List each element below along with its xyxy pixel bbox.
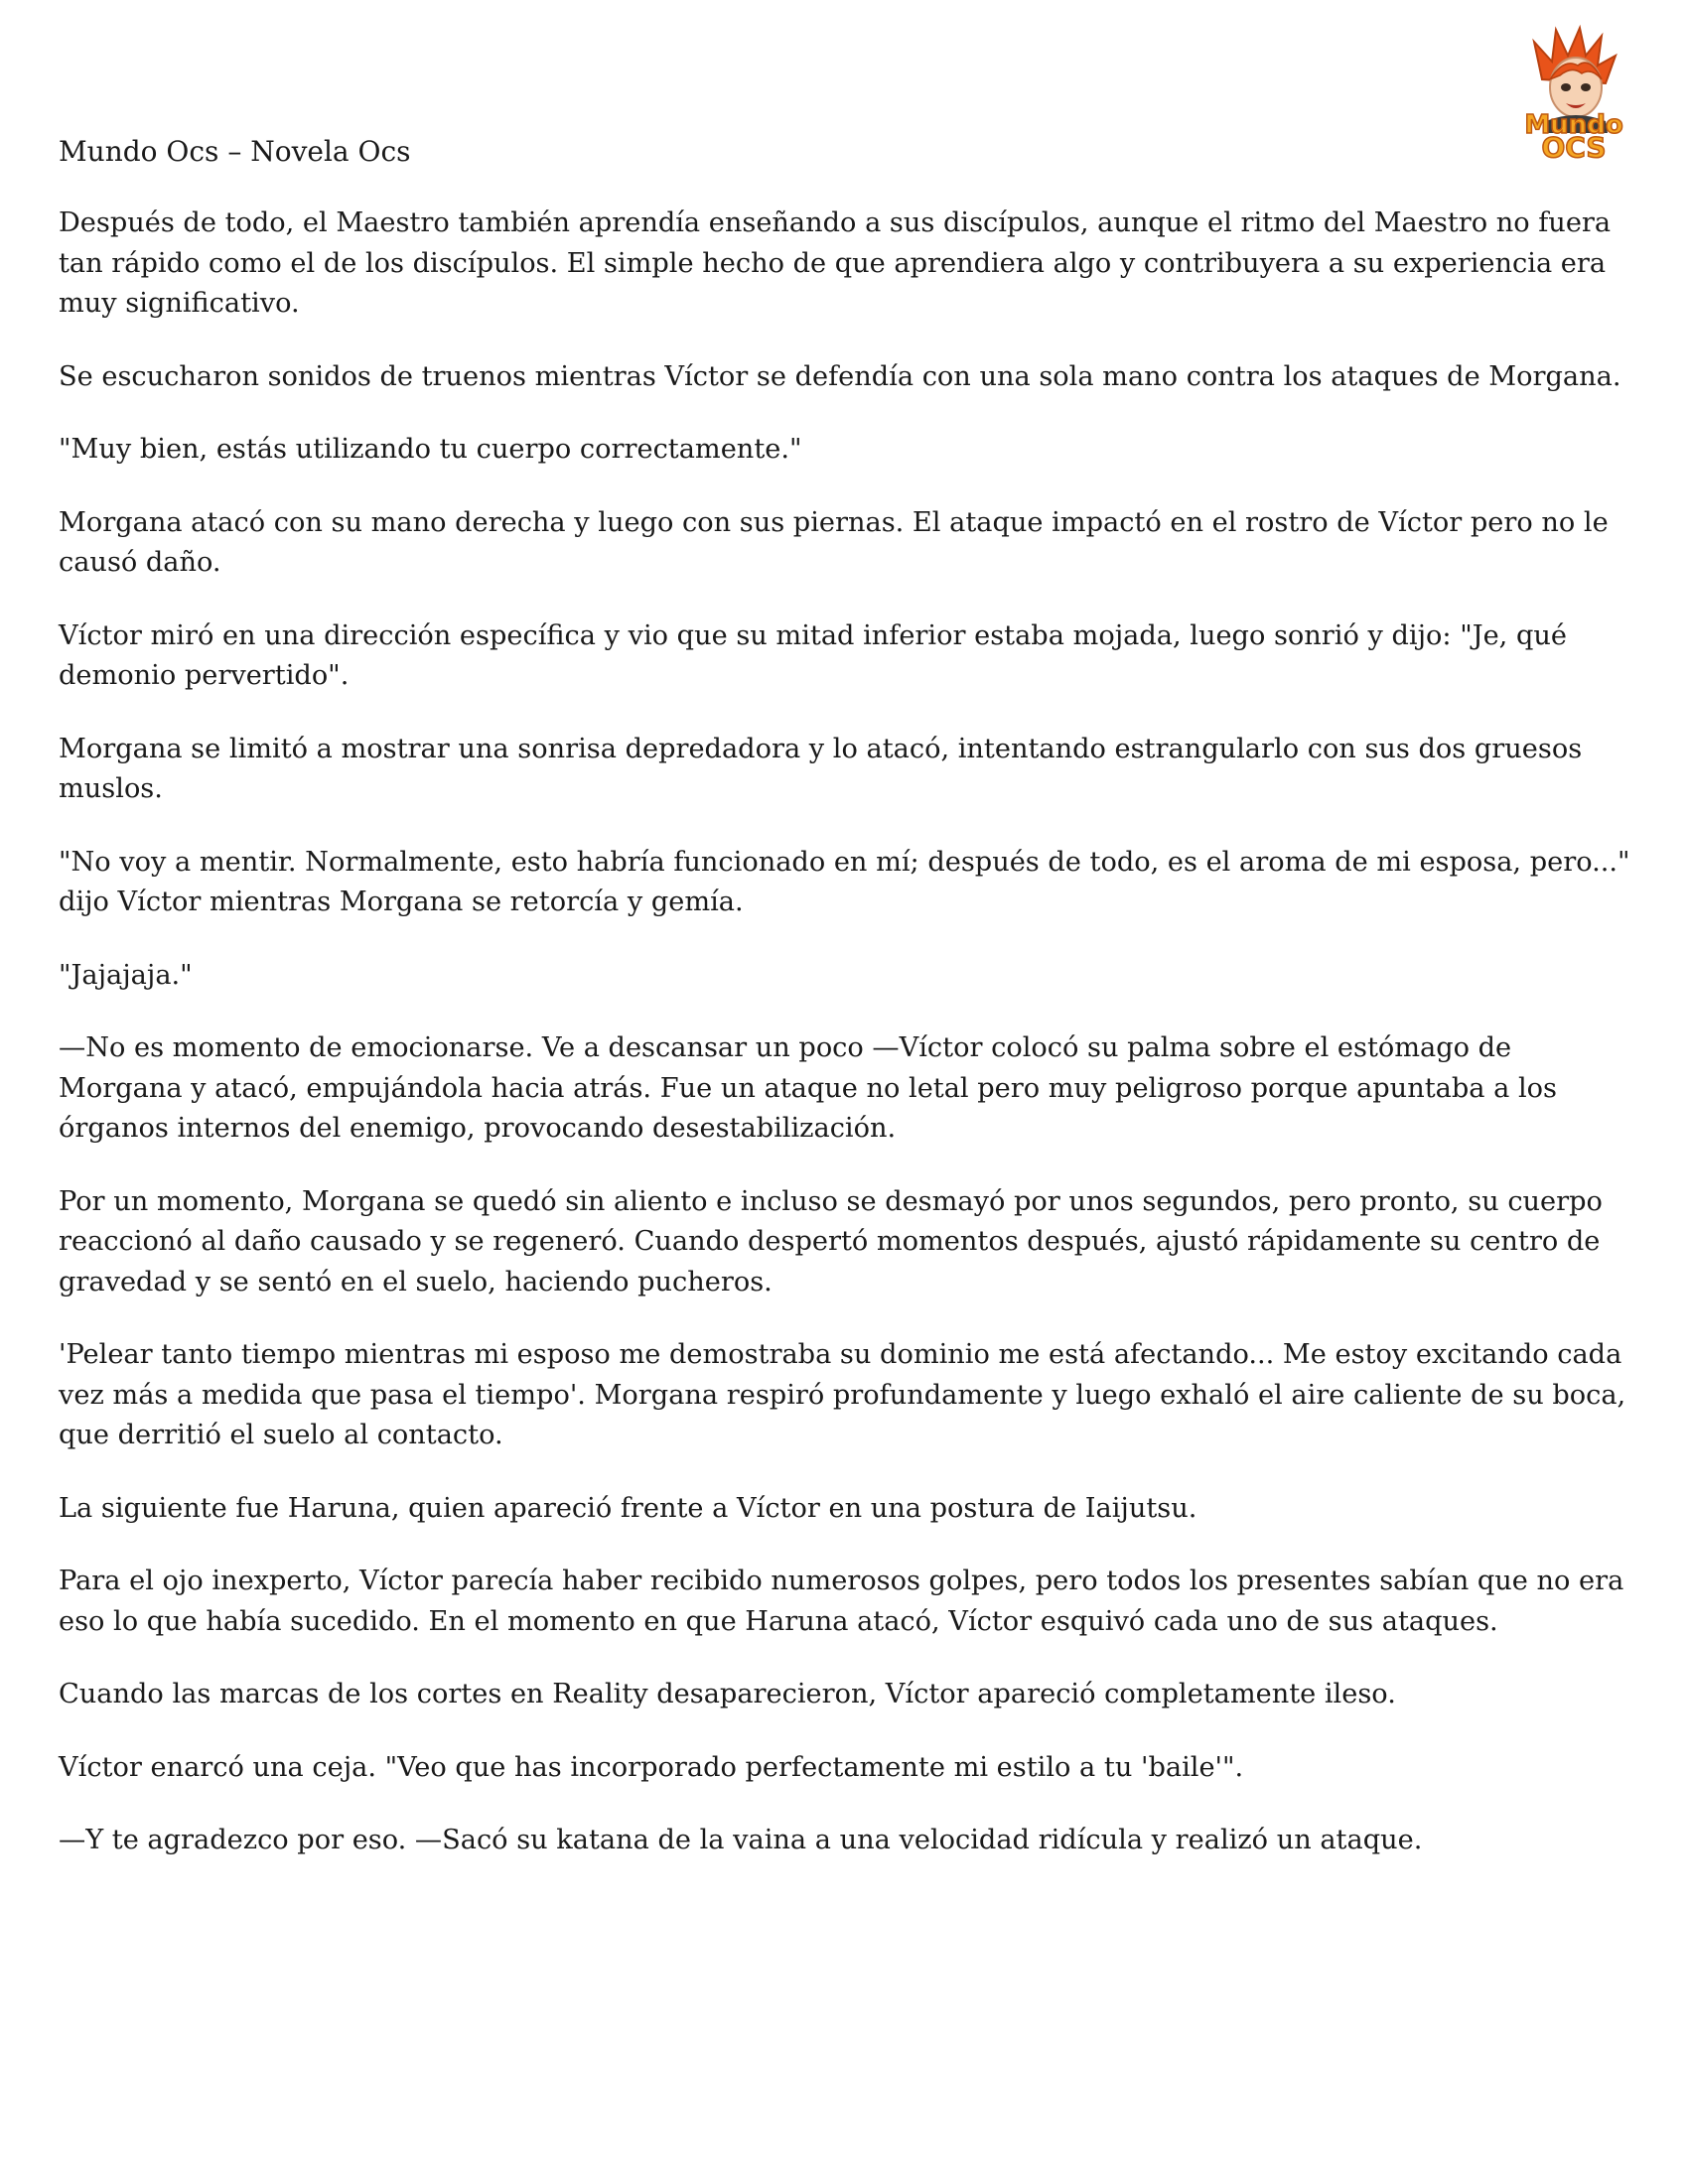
paragraph: "Jajajaja." (59, 959, 193, 991)
paragraph: Para el ojo inexperto, Víctor parecía haber recibido numerosos golpes, pero todos los presentes sabían que no era eso lo que había sucedido. En el momento en que Haruna atacó, Víctor esquivó cada uno de sus ataques. (59, 1566, 1624, 1637)
paragraph: Víctor miró en una dirección específica y vio que su mitad inferior estaba mojada, luego sonrió y dijo: "Je, qué demonio pervertido". (59, 619, 1567, 691)
paragraph: —No es momento de emocionarse. Ve a descansar un poco —Víctor colocó su palma sobre el estómago de Morgana y atacó, empujándola hacia atrás. Fue un ataque no letal pero muy peligroso porque apuntaba a los órganos internos del enemigo, provocando desestabilización. (59, 1032, 1557, 1144)
paragraph: Después de todo, el Maestro también aprendía enseñando a sus discípulos, aunque el ritmo del Maestro no fuera tan rápido como el de los discípulos. El simple hecho de que aprendiera algo y contribuyera a su experiencia era muy significativo. (59, 207, 1612, 319)
paragraph: Morgana se limitó a mostrar una sonrisa depredadora y lo atacó, intentando estrangularlo con sus dos gruesos muslos. (59, 733, 1583, 804)
document-body (59, 204, 1642, 1894)
logo-graphic (1494, 22, 1653, 161)
paragraph: La siguiente fue Haruna, quien apareció frente a Víctor en una postura de Iaijutsu. (59, 1492, 1197, 1524)
mundo-ocs-logo (1494, 22, 1653, 161)
paragraph: —Y te agradezco por eso. —Sacó su katana de la vaina a una velocidad ridícula y realizó un ataque. (59, 1825, 1423, 1855)
paragraph: Se escucharon sonidos de truenos mientras Víctor se defendía con una sola mano contra los ataques de Morgana. (59, 360, 1621, 392)
logo-text-ocs: OCS (1541, 131, 1607, 161)
paragraph: Por un momento, Morgana se quedó sin aliento e incluso se desmayó por unos segundos, pero pronto, su cuerpo reaccionó al daño causado y se regeneró. Cuando despertó momentos después, ajustó rápidamente su centro de gravedad y se sentó en el suelo, haciendo pucheros. (59, 1185, 1603, 1297)
paragraph: 'Pelear tanto tiempo mientras mi esposo me demostraba su dominio me está afectando... Me estoy excitando cada vez más a medida que pasa el tiempo'. Morgana respiró profundamente y luego exhaló el aire caliente de su boca, que derritió el suelo al contacto. (59, 1339, 1626, 1450)
paragraph: Cuando las marcas de los cortes en Reality desaparecieron, Víctor apareció completamente ileso. (59, 1679, 1396, 1709)
paragraph: "No voy a mentir. Normalmente, esto habría funcionado en mí; después de todo, es el aroma de mi esposa, pero..." dijo Víctor mientras Morgana se retorcía y gemía. (59, 846, 1630, 917)
logo-text-mundo: Mundo (1524, 110, 1623, 140)
paragraph: Víctor enarcó una ceja. "Veo que has incorporado perfectamente mi estilo a tu 'baile'". (59, 1751, 1244, 1783)
paragraph: Morgana atacó con su mano derecha y luego con sus piernas. El ataque impactó en el rostro de Víctor pero no le causó daño. (59, 506, 1609, 578)
paragraph: "Muy bien, estás utilizando tu cuerpo correctamente." (59, 434, 802, 465)
document-header: Mundo Ocs – Novela Ocs (59, 135, 411, 168)
